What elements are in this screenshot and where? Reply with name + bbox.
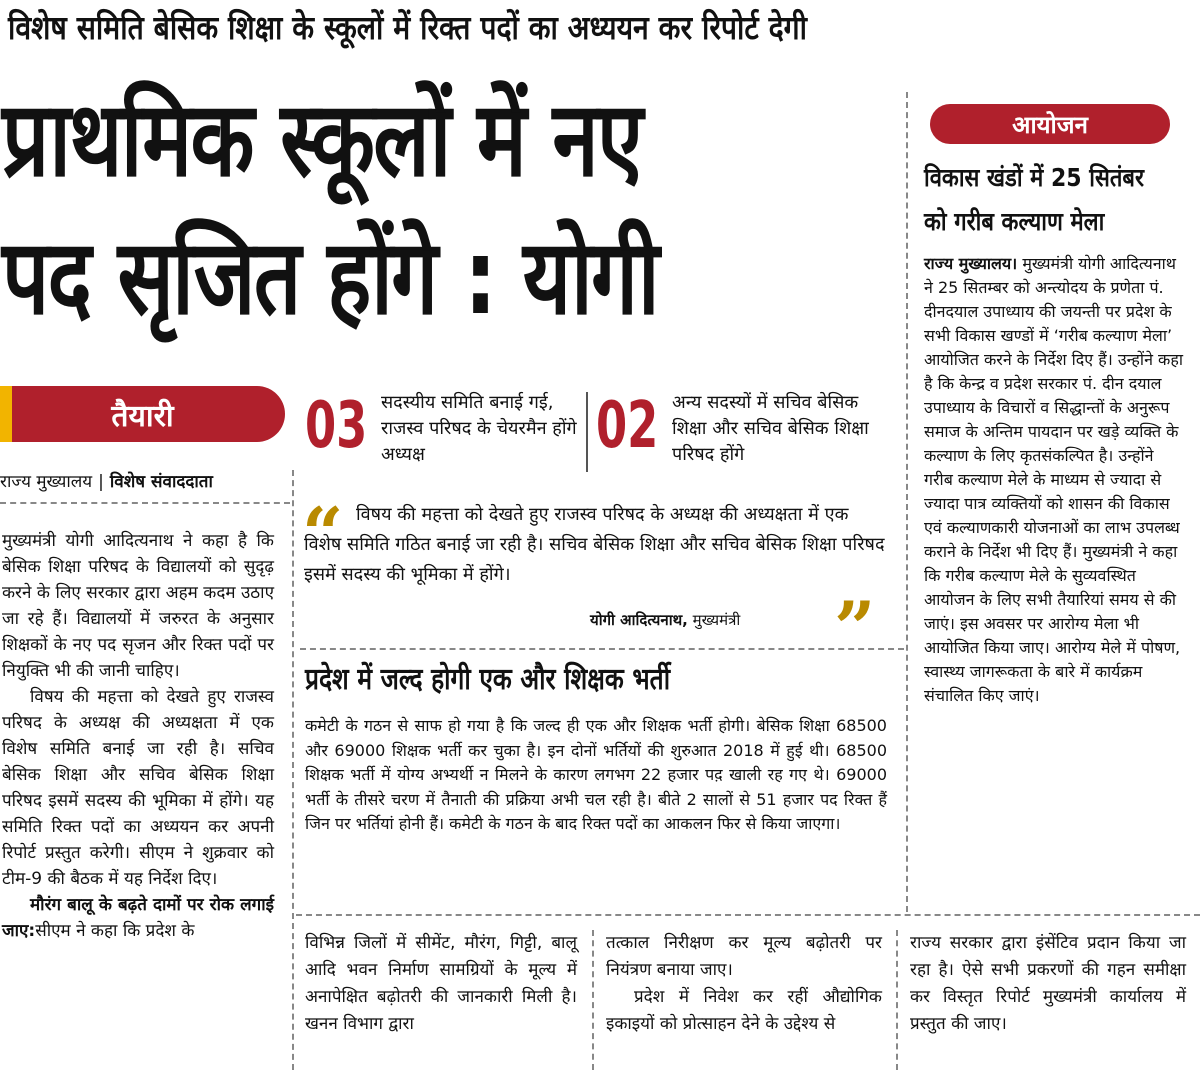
quote-text: विषय की महत्ता को देखते हुए राजस्व परिषद के अध्यक्ष की अध्यक्षता में एक विशेष समिति गठित बनाई जा रही है। सचिव बेसिक शिक्षा और सचिव बेसिक शिक्षा परिषद इसमें सदस्य की भूमिका में होंगे। <box>304 504 885 585</box>
sidebar-tag: आयोजन <box>930 104 1170 144</box>
bottom-rule <box>296 914 1200 916</box>
bottom-column-rule-1 <box>592 930 594 1070</box>
bottom-column-1 <box>305 930 577 1038</box>
subhead-rule <box>300 648 904 650</box>
section-tag-label: तैयारी <box>111 398 174 434</box>
byline-role: विशेष संवाददाता <box>109 472 213 492</box>
bottom-column-2 <box>606 930 882 1038</box>
bottom-column-2-para-2: प्रदेश में निवेश कर रहीं औद्योगिक इकाइयों को प्रोत्साहन देने के उद्देश्य से <box>606 987 882 1034</box>
kicker-line: विशेष समिति बेसिक शिक्षा के स्कूलों में रिक्त पदों का अध्ययन कर रिपोर्ट देगी <box>8 8 807 47</box>
column-rule-right <box>906 92 908 912</box>
bottom-column-3 <box>910 930 1186 1038</box>
sidebar-lead: राज्य मुख्यालय। <box>924 254 1018 273</box>
sidebar-headline-line-2: को गरीब कल्याण मेला <box>924 207 1105 236</box>
quote-author: योगी आदित्यनाथ, <box>590 611 688 629</box>
quote-designation: मुख्यमंत्री <box>692 611 741 629</box>
bottom-column-rule-2 <box>896 930 898 1070</box>
quote-open-icon: “ <box>302 491 344 576</box>
byline <box>0 470 290 504</box>
highlight-divider <box>586 392 588 472</box>
main-story-para-2: विषय की महत्ता को देखते हुए राजस्व परिषद के अध्यक्ष की अध्यक्षता में एक विशेष समिति बनाई जा रही है। सचिव बेसिक शिक्षा और सचिव बेसिक शिक्षा परिषद इसमें सदस्य की भूमिका में होंगे। यह समिति रिक्त पदों का अध्ययन कर अपनी रिपोर्ट प्रस्तुत करेगी। सीएम ने शुक्रवार को टीम-9 की बैठक में यह निर्देश दिए। <box>2 687 274 889</box>
sidebar-body <box>924 252 1186 708</box>
main-headline <box>2 70 850 346</box>
main-story-para-3 <box>2 892 274 944</box>
highlight-1 <box>305 386 585 476</box>
byline-separator: | <box>98 472 104 492</box>
highlight-1-number: 03 <box>305 389 368 463</box>
sidebar-text: मुख्यमंत्री योगी आदित्यनाथ ने 25 सितम्बर को अन्त्योदय के प्रणेता पं. दीनदयाल उपाध्याय की जयन्ती पर प्रदेश के सभी विकास खण्डों में ‘गरीब कल्याण मेला’ आयोजित करने के निर्देश दिए हैं। उन्होंने कहा है कि केन्द्र व प्रदेश सरकार पं. दीन दयाल उपाध्याय के विचारों व सिद्धान्तों के अनुरूप समाज के अन्तिम पायदान पर खड़े व्यक्ति के कल्याण के लिए कृतसंकल्पित है। उन्होंने गरीब कल्याण मेले के माध्यम से ज्यादा से ज्यादा पात्र व्यक्तियों को शासन की विकास एवं कल्याणकारी योजनाओं का लाभ उपलब्ध कराने के निर्देश भी दिए हैं। मुख्यमंत्री ने कहा कि गरीब कल्याण मेले के सुव्यवस्थित आयोजन के लिए सभी तैयारियां समय से की जाएं। इस अवसर पर आरोग्य मेला भी आयोजित किया जाए। आरोग्य मेले में पोषण, स्वास्थ्य जागरूकता के बारे में कार्यक्रम संचालित किए जाएं। <box>924 254 1183 705</box>
main-story-column <box>2 528 274 944</box>
column-rule-left <box>292 470 294 1070</box>
inline-subhead: मौरंग बालू के बढ़ते दामों पर रोक लगाई जाए: <box>2 895 274 941</box>
bottom-column-3-text: राज्य सरकार द्वारा इंसेंटिव प्रदान किया जा रहा है। ऐसे सभी प्रकरणों की गहन समीक्षा कर विस्तृत रिपोर्ट मुख्यमंत्री कार्यालय में प्रस्तुत की जाए। <box>910 933 1186 1034</box>
sidebar-headline-line-1: विकास खंडों में 25 सितंबर <box>924 163 1144 192</box>
headline-line-1: प्राथमिक स्कूलों में नए <box>2 78 642 200</box>
highlight-1-text: सदस्यीय समिति बनाई गई, राजस्व परिषद के चेयरमैन होंगे अध्यक्ष <box>381 392 577 465</box>
highlight-2-number: 02 <box>596 389 659 463</box>
byline-place: राज्य मुख्यालय <box>0 472 93 492</box>
tag-accent-bar <box>0 386 12 442</box>
pull-quote <box>302 491 888 670</box>
main-story-para-1: मुख्यमंत्री योगी आदित्यनाथ ने कहा है कि बेसिक शिक्षा परिषद के विद्यालयों को सुदृढ़ करने के लिए सरकार द्वारा अहम कदम उठाए जा रहे हैं। विद्यालयों में जरुरत के अनुसार शिक्षकों के नए पद सृजन और रिक्त पदों पर नियुक्ति भी की जानी चाहिए। <box>2 531 274 681</box>
section-tag <box>0 386 285 442</box>
bottom-column-1-text: विभिन्न जिलों में सीमेंट, मौरंग, गिट्टी, बालू आदि भवन निर्माण सामग्रियों के मूल्य में अनापेक्षित बढ़ोतरी की जानकारी मिली है। खनन विभाग द्वारा <box>305 933 577 1034</box>
quote-close-icon: ” <box>834 585 876 670</box>
bottom-column-2-para-1: तत्काल निरीक्षण कर मूल्य बढ़ोतरी पर नियंत्रण बनाया जाए। <box>606 933 882 980</box>
headline-line-2: पद सृजित होंगे : योगी <box>2 216 658 338</box>
highlight-2-text: अन्य सदस्यों में सचिव बेसिक शिक्षा और सचिव बेसिक शिक्षा परिषद होंगे <box>672 392 869 465</box>
quote-attribution <box>590 610 740 630</box>
highlight-2 <box>596 386 896 476</box>
main-story-para-3-text: सीएम ने कहा कि प्रदेश के <box>35 921 195 941</box>
sub-headline: प्रदेश में जल्द होगी एक और शिक्षक भर्ती <box>305 662 671 697</box>
sub-story: कमेटी के गठन से साफ हो गया है कि जल्द ही एक और शिक्षक भर्ती होगी। बेसिक शिक्षा 68500 और 69000 शिक्षक भर्ती कर चुका है। इन दोनों भर्तियों की शुरुआत 2018 में हुई थी। 68500 शिक्षक भर्ती में योग्य अभ्यर्थी न मिलने के कारण लगभग 22 हजार पद़ खाली रह गए थे। 69000 भर्ती के तीसरे चरण में तैनाती की प्रक्रिया अभी चल रही है। बीते 2 सालों से 51 हजार पद रिक्त हैं जिन पर भर्तियां होनी हैं। कमेटी के गठन के बाद रिक्त पदों का आकलन फिर से किया जाएगा। <box>305 716 887 833</box>
sidebar-headline <box>924 156 1162 244</box>
